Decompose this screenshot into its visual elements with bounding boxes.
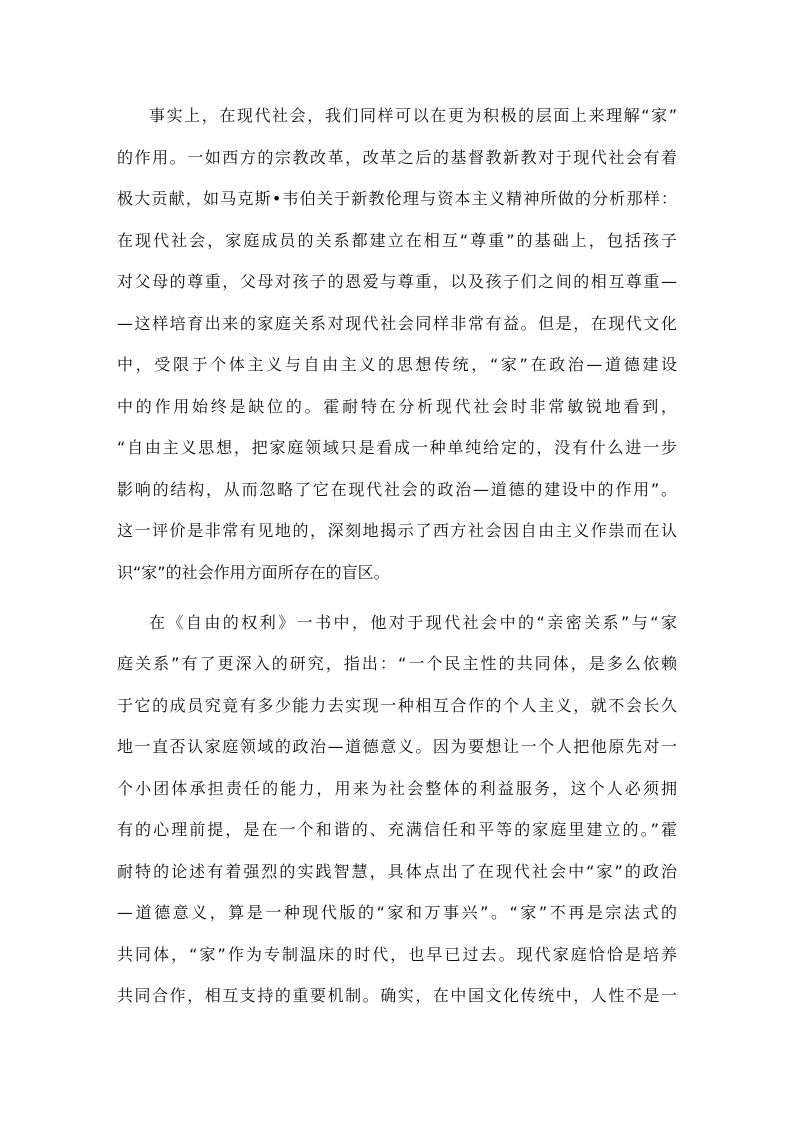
paragraph-2-line-1: 在《自由的权利》一书中，他对于现代社会中的“亲密关系”与“家	[149, 613, 677, 632]
paragraph-1-line-2: 的作用。一如西方的宗教改革，改革之后的基督教新教对于现代社会有着	[117, 148, 677, 167]
paragraph-2-line-4: 地一直否认家庭领域的政治—道德意义。因为要想让一个人把他原先对一	[117, 737, 677, 756]
paragraph-1-line-1: 事实上，在现代社会，我们同样可以在更为积极的层面上来理解“家”	[149, 106, 677, 125]
paragraph-1-line-11: 这一评价是非常有见地的，深刻地揭示了西方社会因自由主义作祟而在认	[117, 521, 677, 540]
paragraph-2-line-3: 于它的成员究竟有多少能力去实现一种相互合作的个人主义，就不会长久	[117, 696, 677, 715]
paragraph-1-line-4: 在现代社会，家庭成员的关系都建立在相互“尊重”的基础上，包括孩子	[117, 231, 677, 250]
paragraph-1-line-12: 识“家”的社会作用方面所存在的盲区。	[117, 563, 390, 582]
paragraph-1-line-10: 影响的结构，从而忽略了它在现代社会的政治—道德的建设中的作用”。	[117, 480, 677, 499]
paragraph-2-line-9: 共同体，“家”作为专制温床的时代，也早已过去。现代家庭恰恰是培养	[117, 945, 677, 964]
paragraph-1-line-5: 对父母的尊重，父母对孩子的恩爱与尊重，以及孩子们之间的相互尊重—	[117, 272, 677, 291]
paragraph-1-line-3: 极大贡献，如马克斯•韦伯关于新教伦理与资本主义精神所做的分析那样：	[117, 189, 677, 208]
paragraph-2-line-2: 庭关系”有了更深入的研究，指出：“一个民主性的共同体，是多么依赖	[117, 654, 677, 673]
paragraph-1-line-9: “自由主义思想，把家庭领域只是看成一种单纯给定的，没有什么进一步	[117, 438, 677, 457]
paragraph-2-line-5: 个小团体承担责任的能力，用来为社会整体的利益服务，这个人必须拥	[117, 779, 677, 798]
paragraph-1-line-6: —这样培育出来的家庭关系对现代社会同样非常有益。但是，在现代文化	[117, 314, 677, 333]
paragraph-2-line-8: —道德意义，算是一种现代版的“家和万事兴”。“家”不再是宗法式的	[117, 903, 677, 922]
paragraph-2-line-7: 耐特的论述有着强烈的实践智慧，具体点出了在现代社会中“家”的政治	[117, 862, 677, 881]
paragraph-1-line-8: 中的作用始终是缺位的。霍耐特在分析现代社会时非常敏锐地看到，	[117, 397, 677, 416]
paragraph-1-line-7: 中，受限于个体主义与自由主义的思想传统，“家”在政治—道德建设	[117, 355, 677, 374]
paragraph-2-line-10: 共同合作，相互支持的重要机制。确实，在中国文化传统中，人性不是一	[117, 986, 677, 1005]
paragraph-2-line-6: 有的心理前提，是在一个和谐的、充满信任和平等的家庭里建立的。”霍	[117, 820, 677, 839]
